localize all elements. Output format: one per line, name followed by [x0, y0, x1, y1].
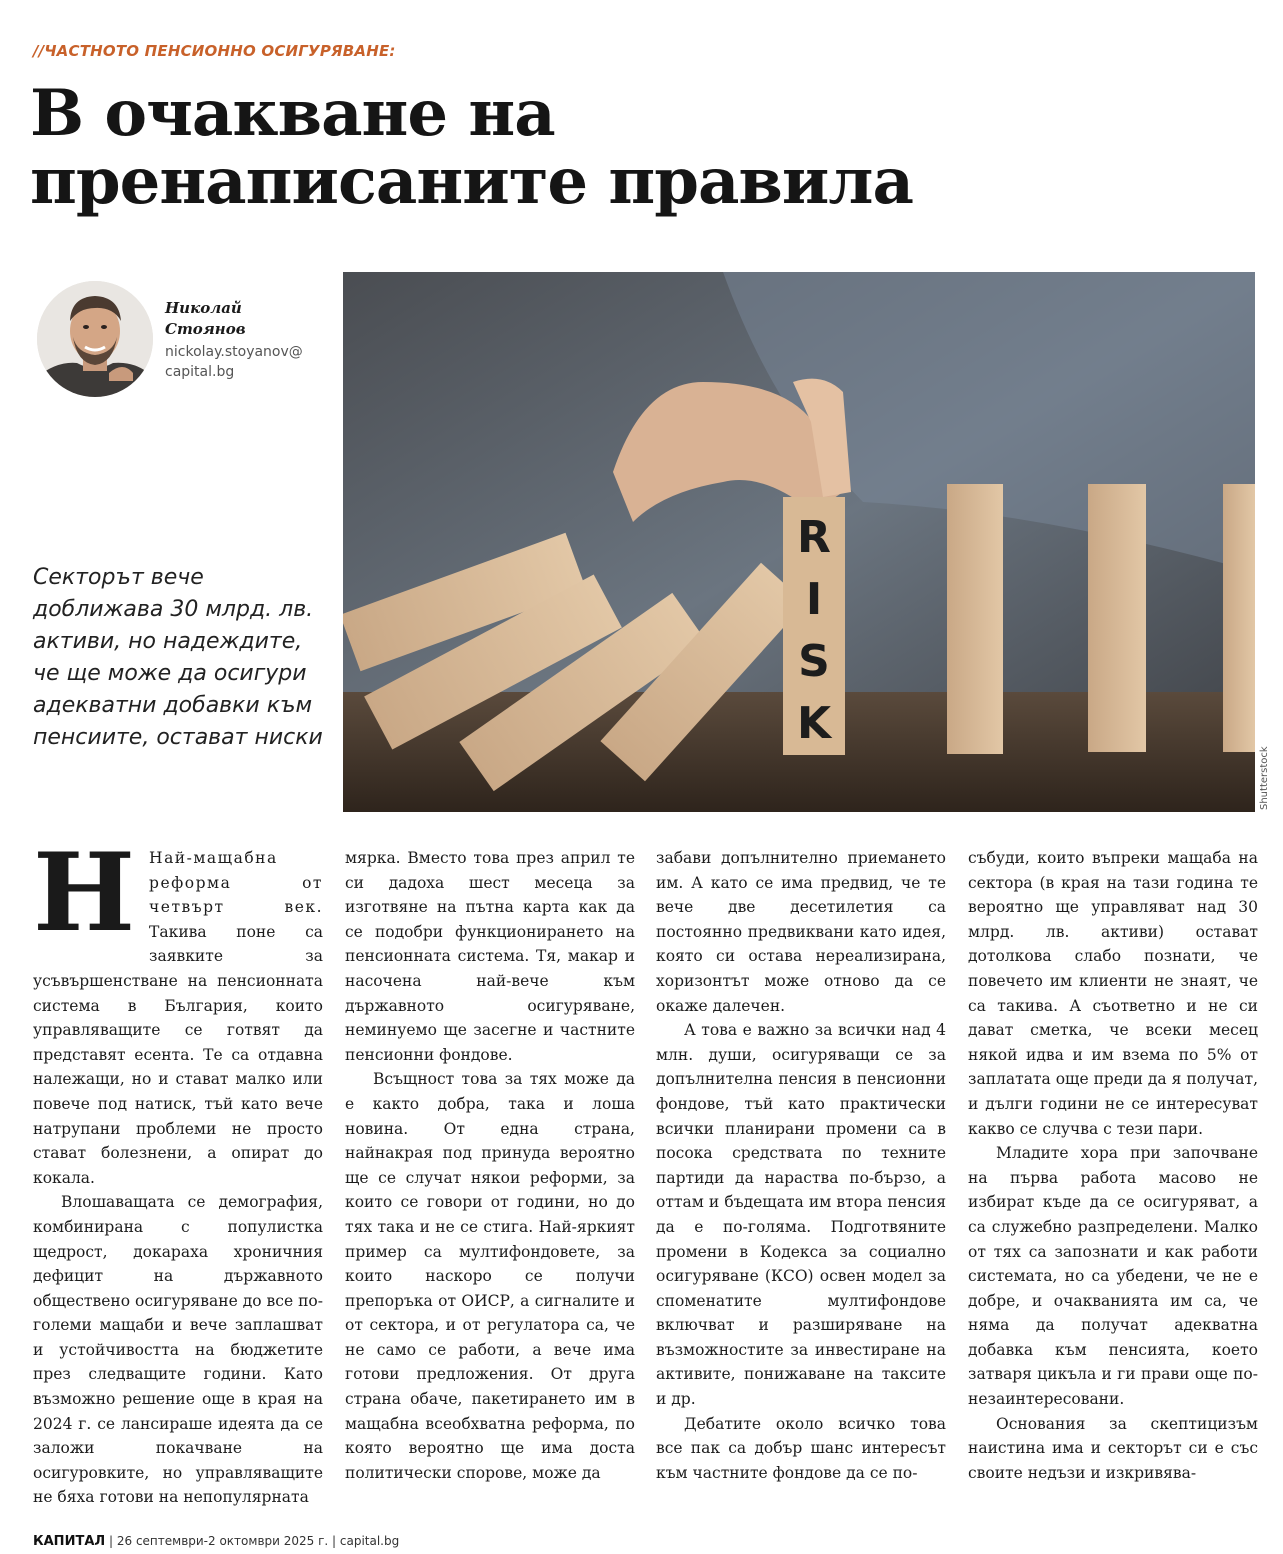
author-portrait-icon [37, 281, 153, 397]
author-last-name: Стоянов [165, 320, 246, 338]
author-name [165, 298, 295, 340]
article-paragraph: събуди, които въпреки мащаба на сектора (в края на тази година те вероятно ще управляват над 30 млрд. лв. активи) остават дотолкова слабо познати, че повечето им клиенти не знаят, че са такива. А съответно и не си дават сметка, че всеки месец някой идва и им взема по 5% от заплатата още преди да я получат, и дълги години не се интересуват какво се случва с тези пари. [968, 849, 1258, 1138]
footer-brand: КАПИТАЛ [33, 1534, 106, 1549]
article-paragraph: забави допълнително приемането им. А като се има предвид, че те вече две десетилетия са постоянно предвиквани като идея, която си остава нереализирана, хоризонтът може отново да се окаже далечен. [656, 849, 946, 1015]
article-paragraph: Влошаващата се демография, комбинирана с популистка щедрост, докараха хроничния дефицит на държавното обществено осигуряване до все по-големи мащаби и вече заплашват и устойчивостта на бюджетите през следващите години. Като възможно решение още в края на 2024 г. се лансираше идеята да се заложи покачване на осигуровките, но управляващите не бяха готови на непопулярната [33, 1193, 323, 1507]
page-footer [33, 1534, 399, 1549]
author-avatar [37, 281, 153, 397]
drop-cap: Н [33, 830, 136, 956]
block-letter-s: S [798, 636, 830, 687]
article-paragraph: Дебатите около всичко това все пак са добър шанс интересът към частните фондове да се по- [656, 1414, 946, 1482]
article-column-4 [968, 846, 1258, 1485]
author-email[interactable] [165, 342, 325, 382]
article-paragraph [33, 830, 323, 1190]
photo-credit-text: Shutterstock [1259, 746, 1270, 810]
section-rubric: //ЧАСТНОТО ПЕНСИОННО ОСИГУРЯВАНЕ: [33, 42, 396, 60]
article-paragraph: Всъщност това за тях може да е както добра, така и лоша новина. От една страна, найнакрая под принуда вероятно ще се случат някои реформи, за които се говори от години, но до тях така и не се стига. Най-яркият пример са мултифондовете, за които наскоро се получи препоръка от ОИСР, а сигналите и от сектора, и от регулатора са, че не само се работи, а вече има готови предложения. От друга страна обаче, пакетирането им в мащабна всеобхватна реформа, по която вероятно ще има доста политически спорове, може да [345, 1070, 635, 1482]
headline-line-2: пренаписаните правила [30, 144, 913, 219]
photo-credit [1259, 730, 1277, 810]
article-column-1 [33, 830, 323, 1510]
article-paragraph: мярка. Вместо това през април те си дадоха шест месеца за изготвяне на пътна карта как да се подобри функционирането на пенсионната система. Тя, макар и насочена най-вече към държавното осигуряване, неминуемо ще засегне и частните пенсионни фондове. [345, 849, 635, 1064]
domino-risk-photo-icon [343, 272, 1255, 812]
block-letter-k: K [796, 698, 832, 749]
article-column-3 [656, 846, 946, 1485]
author-email-line-2: capital.bg [165, 364, 235, 380]
article-photo [343, 272, 1255, 812]
block-letter-r: R [797, 512, 831, 563]
article-text: Такива поне са заявките за усъвършенстване на пенсионната система в България, които управляващите се готвят да представят есента. Те са отдавна належащи, но и стават малко или повече под натиск, тъй като вече натрупани проблеми не просто стават болезнени, а опират до кокала. [33, 922, 323, 1187]
article-paragraph: Младите хора при започване на първа работа масово не избират къде да се осигуряват, а са служебно разпределени. Малко от тях са запознати и как работи системата, но са убедени, че не е добре, и очакванията им са, че няма да получат адекватна добавка към пенсията, което затваря цикъла и ги прави още по-незаинтересовани. [968, 1144, 1258, 1409]
article-headline [30, 76, 1230, 219]
footer-issue: | 26 септември-2 октомври 2025 г. | capital.bg [105, 1534, 400, 1548]
headline-line-1: В очакване на [30, 76, 555, 151]
article-lead: Секторът вече доближава 30 млрд. лв. активи, но надеждите, че ще може да осигури адекватни добавки към пенсиите, остават ниски [33, 565, 323, 750]
article-column-2 [345, 846, 635, 1485]
article-first-words: Най-мащабна реформа от четвърт век. [149, 849, 323, 917]
block-letter-i: I [805, 574, 823, 625]
article-paragraph: Основания за скептицизъм наистина има и секторът си е със своите недъзи и изкривява- [968, 1414, 1258, 1482]
author-first-name: Николай [165, 299, 242, 317]
author-email-line-1: nickolay.stoyanov@ [165, 344, 303, 360]
article-paragraph: А това е важно за всички над 4 млн. души, осигуряващи се за допълнителна пенсия в пенсионни фондове, тъй като практически всички планирани промени са в посока средствата по техните партиди да нараства по-бързо, а оттам и бъдещата им втора пенсия да е по-голяма. Подготвяните промени в Кодекса за социално осигуряване (КСО) освен модел за споменатите мултифондове включват и разширяване на възможностите за инвестиране на активите, понижаване на таксите и др. [656, 1021, 946, 1409]
